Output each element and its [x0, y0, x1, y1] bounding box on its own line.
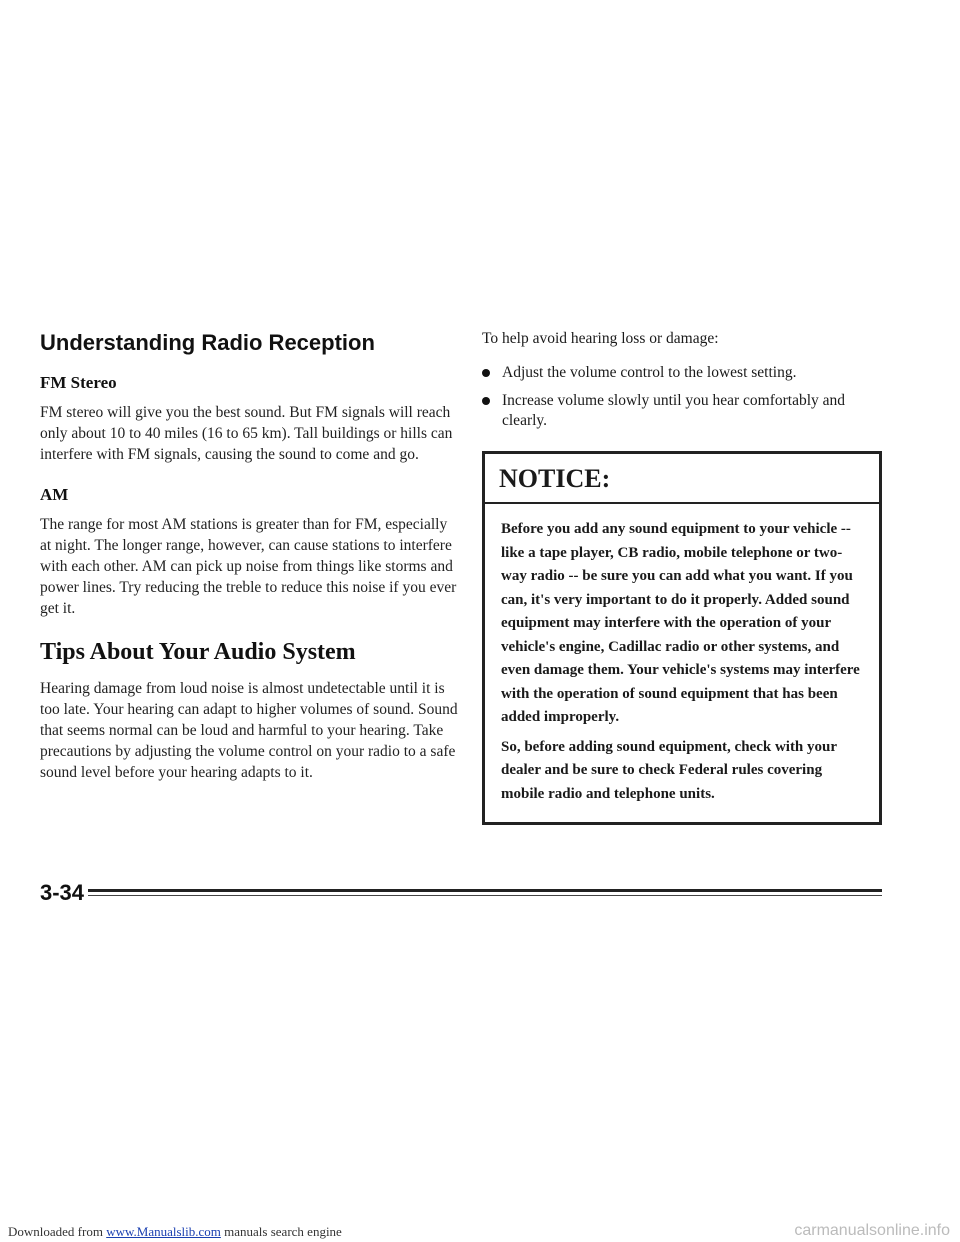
page-footer [40, 880, 882, 910]
bullet-item [482, 363, 882, 383]
footer-rule [88, 889, 882, 892]
fm-stereo-text: FM stereo will give you the best sound. But FM signals will reach only about 10 to 40 miles (16 to 65 km). Tall buildings or hills can interfere with FM signals, causing the sound to come and go. [40, 404, 453, 463]
am-heading: AM [40, 485, 69, 504]
notice-body [485, 504, 879, 822]
download-banner [8, 1224, 342, 1240]
fm-stereo-heading: FM Stereo [40, 373, 117, 392]
bullet-icon [482, 369, 490, 377]
am-section [40, 485, 460, 619]
left-column [40, 330, 460, 783]
manualslib-link[interactable]: www.Manualslib.com [106, 1224, 221, 1239]
section-title-audio-tips: Tips About Your Audio System [40, 639, 356, 665]
notice-box [482, 451, 882, 825]
fm-stereo-section [40, 373, 460, 465]
hearing-intro: To help avoid hearing loss or damage: [482, 330, 719, 347]
audio-tips-text: Hearing damage from loud noise is almost undetectable until it is too late. Your hearing can adapt to higher volumes of sound. Sound that seems normal can be loud and harmful to your hearing. Take precautions by adjusting the volume control on your radio to a safe sound level before your hearing adapts to it. [40, 680, 458, 781]
bullet-text: Increase volume slowly until you hear comfortably and clearly. [502, 392, 846, 429]
bullet-item [482, 391, 882, 431]
download-suffix: manuals search engine [220, 1224, 342, 1239]
notice-title: NOTICE: [485, 454, 879, 504]
footer-rule-thin [88, 895, 882, 896]
audio-tips-section [40, 639, 460, 783]
download-prefix: Downloaded from [8, 1224, 107, 1239]
right-column [482, 328, 882, 825]
bullet-icon [482, 397, 490, 405]
am-text: The range for most AM stations is greater than for FM, especially at night. The longer range, however, can cause stations to interfere with each other. AM can pick up noise from things like storms and power lines. Try reducing the treble to reduce this noise if you ever get it. [40, 516, 457, 617]
watermark: carmanualsonline.info [794, 1222, 950, 1239]
bullet-text: Adjust the volume control to the lowest setting. [502, 364, 797, 381]
notice-paragraph-2: So, before adding sound equipment, check with your dealer and be sure to check Federal rules covering mobile radio and telephone units. [501, 738, 837, 802]
notice-paragraph-1: Before you add any sound equipment to your vehicle -- like a tape player, CB radio, mobile telephone or two-way radio -- be sure you can add what you want. If you can, it's very important to do it properly. Added sound equipment may interfere with the operation of your vehicle's engine, Cadillac radio or other systems, and even damage them. Your vehicle's systems may interfere with the operation of sound equipment that has been added improperly. [501, 521, 860, 725]
section-title-radio-reception: Understanding Radio Reception [40, 330, 375, 355]
page-number: 3-34 [40, 880, 85, 905]
